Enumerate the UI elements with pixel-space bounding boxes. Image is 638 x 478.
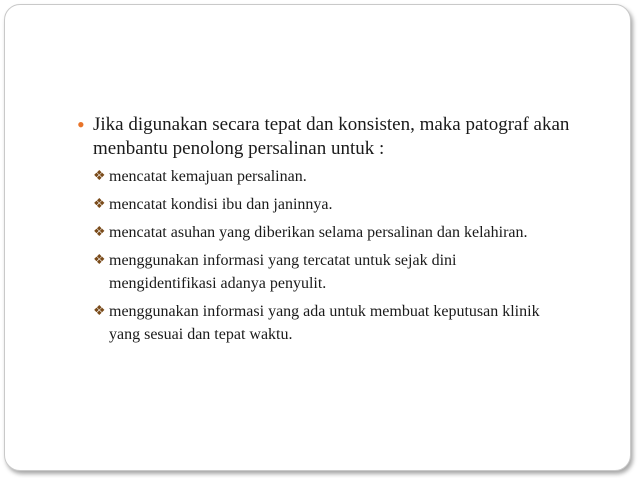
sub-bullet-item: [93, 193, 615, 216]
diamond-bullet-icon: ❖: [93, 225, 106, 240]
main-bullet-text: Jika digunakan secara tepat dan konsisten, maka patograf akan menbantu penolong persalinan untuk :: [93, 114, 570, 159]
diamond-bullet-icon: ❖: [93, 169, 106, 184]
diamond-bullet-icon: ❖: [93, 253, 106, 268]
sub-bullet-list: [93, 165, 615, 346]
sub-bullet-text: mencatat kemajuan persalinan.: [109, 168, 307, 185]
sub-bullet-item: [93, 249, 615, 295]
diamond-bullet-icon: ❖: [93, 197, 106, 212]
sub-bullet-text: menggunakan informasi yang ada untuk membuat keputusan klinik yang sesuai dan tepat waktu.: [109, 303, 540, 343]
sub-bullet-text: mencatat kondisi ibu dan janinnya.: [109, 196, 333, 213]
round-bullet-icon: •: [77, 112, 85, 137]
slide: [4, 4, 631, 471]
sub-bullet-text: menggunakan informasi yang tercatat untuk sejak dini mengidentifikasi adanya penyulit.: [109, 252, 457, 292]
diamond-bullet-icon: ❖: [93, 304, 106, 319]
main-bullet-item: [75, 113, 615, 161]
slide-content: [75, 113, 615, 351]
sub-bullet-item: [93, 165, 615, 188]
sub-bullet-item: [93, 221, 615, 244]
sub-bullet-item: [93, 300, 615, 346]
sub-bullet-text: mencatat asuhan yang diberikan selama persalinan dan kelahiran.: [109, 224, 528, 241]
